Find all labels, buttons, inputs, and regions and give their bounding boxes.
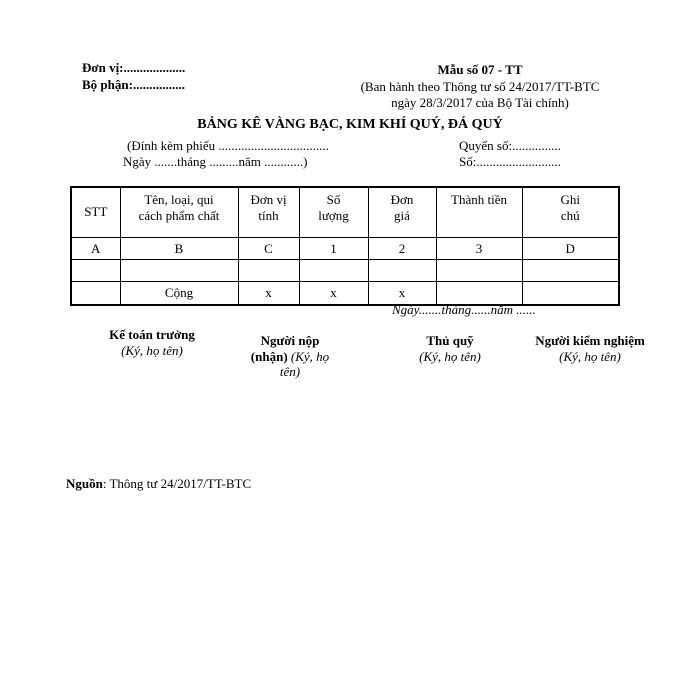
source-text: : Thông tư 24/2017/TT-BTC (102, 476, 252, 491)
chief-accountant-hint: (Ký, họ tên) (121, 342, 183, 358)
chief-accountant-role: Kế toán trưởng (109, 327, 195, 342)
signature-inspector (515, 333, 665, 364)
header-amount: Thành tiền (436, 187, 522, 238)
table-total-row (71, 282, 619, 306)
issued-by-line-1: (Ban hành theo Thông tư số 24/2017/TT-BTC (360, 79, 600, 94)
cashier-hint: (Ký, họ tên) (419, 348, 481, 364)
valuables-table (70, 186, 620, 306)
total-unit-mark: x (238, 282, 299, 306)
source-note (66, 476, 251, 492)
code-cell: 2 (368, 238, 436, 260)
empty-cell (368, 260, 436, 282)
payer-role-line-2 (235, 349, 345, 365)
document-number-line: Số:.......................... (459, 154, 561, 169)
header-note: Ghi chú (522, 187, 619, 238)
empty-cell (436, 260, 522, 282)
header-unit-price: Đơn giá (368, 187, 436, 238)
empty-cell (522, 260, 619, 282)
document-title: BẢNG KÊ VÀNG BẠC, KIM KHÍ QUÝ, ĐÁ QUÝ (197, 117, 503, 132)
empty-cell (71, 260, 120, 282)
code-cell: 3 (436, 238, 522, 260)
header-quantity: Số lượng (299, 187, 368, 238)
unit-dots: ................... (123, 60, 186, 75)
department-dots: ................ (132, 77, 185, 92)
source-label: Nguồn (66, 476, 103, 491)
code-cell: A (71, 238, 120, 260)
department-label: Bộ phận: (82, 77, 133, 92)
unit-label: Đơn vị: (82, 60, 124, 75)
total-quantity-mark: x (299, 282, 368, 306)
book-number-line: Quyển số:............... (459, 138, 561, 153)
unit-field (82, 60, 185, 76)
total-price-mark: x (368, 282, 436, 306)
empty-cell (120, 260, 238, 282)
header-unit: Đơn vị tính (238, 187, 299, 238)
inspector-role: Người kiểm nghiệm (535, 333, 645, 348)
cashier-role: Thủ quỹ (426, 333, 474, 348)
signature-cashier (400, 333, 500, 364)
form-number: Mẫu số 07 - TT (437, 62, 523, 77)
signature-payer (235, 333, 345, 380)
signing-date-line: Ngày.......tháng......năm ...... (392, 302, 536, 317)
table-header-row (71, 187, 619, 238)
empty-cell (299, 260, 368, 282)
payer-hint: (Ký, họ (290, 348, 330, 364)
attached-voucher-line: (Đính kèm phiếu .................................. (127, 138, 329, 153)
code-cell: C (238, 238, 299, 260)
payer-role-suffix: (nhận) (250, 348, 288, 364)
header-stt: STT (71, 187, 120, 238)
voucher-date-line: Ngày .......tháng .........năm ............) (123, 154, 308, 169)
code-cell: D (522, 238, 619, 260)
code-cell: B (120, 238, 238, 260)
signature-chief-accountant (72, 327, 232, 358)
header-item-name: Tên, loại, qui cách phẩm chất (120, 187, 238, 238)
empty-cell (71, 282, 120, 306)
inspector-hint: (Ký, họ tên) (559, 348, 621, 364)
code-cell: 1 (299, 238, 368, 260)
total-note-cell (522, 282, 619, 306)
payer-hint-line-2: tên) (279, 364, 301, 380)
issued-by-line-2: ngày 28/3/2017 của Bộ Tài chính) (391, 95, 569, 110)
table-row (71, 260, 619, 282)
table-code-row (71, 238, 619, 260)
payer-role: Người nộp (260, 333, 320, 348)
empty-cell (238, 260, 299, 282)
department-field (82, 77, 185, 93)
total-label: Cộng (120, 282, 238, 306)
